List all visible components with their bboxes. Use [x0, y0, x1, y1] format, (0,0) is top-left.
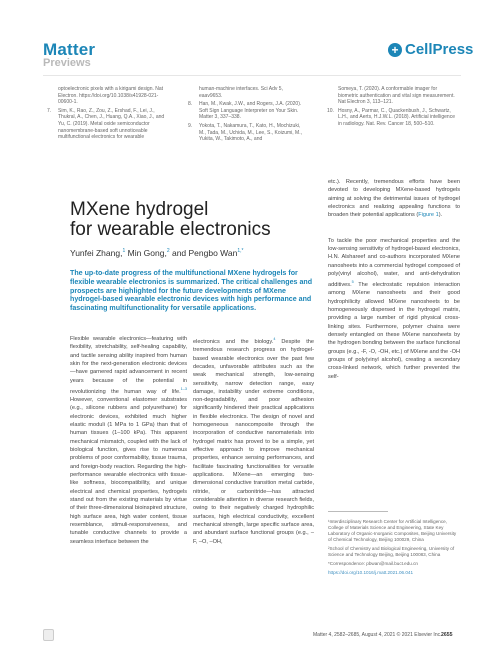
- reference-item: optoelectronic pixels with a kirigami design. Nat Electron. https://doi.org/10.1038/s41928-021-00600-1.: [58, 86, 164, 106]
- article-title: MXene hydrogel for wearable electronics: [70, 199, 271, 240]
- author-list: Yunfei Zhang,$^1$ Min Gong,$^2$ and Pengbo Wan$^{1,*}$: [70, 248, 244, 258]
- reference-item: 7. Sim, K., Rao, Z., Zou, Z., Ershad, F., Lei, J., Thukral, A., Chen, J., Huang, Q.A., Xiao, J., and Yu, C. (2019). Metal oxide semiconductor nanomembrane-based soft unnoticeable multifunctional electronics for wearable: [47, 107, 165, 141]
- abstract: The up-to-date progress of the multifunctional MXene hydrogels for flexible wearable electronics is summarized. The critical challenges and prospects are highlighted for the future developments of MXene hydrogel-based wearable electronic devices with high performance and fascinating multifunctionality for versatile applications.: [70, 269, 313, 313]
- footnotes: [328, 519, 460, 579]
- footer-citation: Matter 4, 2582–2685, August 4, 2021 © 2021 Elsevier Inc.: [313, 632, 442, 638]
- footnote-divider: [328, 511, 388, 512]
- reference-item: human-machine interfaces. Sci Adv 5, eaav9653.: [199, 86, 283, 99]
- body-column-3: etc.). Recently, tremendous efforts have been devoted to developing MXene-based hydrogels aiming at solving the detrimental issues of hydrogel electronics and realizing appealing functions to broaden their potential applications (Figure 1). To tackle the poor mechanical properties and the low-sensing sensitivity of hydrogel-based electronics, H.N. Alshareef and co-authors incorporated MXene nanosheets into a commercial hydrogel composed of poly(vinyl alcohol), water, and anti-dehydration additives.$^5$ The electrostatic repulsion interaction among MXene nanosheets and their good hydrophilicity allowed MXene nanosheets to be homogeneously dispersed in the hydrogel matrix, providing a large number of rigid physical cross-linking sites. Furthermore, polymer chains were densely entangled on these MXene nanosheets by the hydrogen bonding between the surface functional groups (e.g., -F, -O, -OH, etc.) of MXene and the -OH groups of poly(vinyl alcohol), creating a secondary cross-linked network, which further prevented the self-: [328, 179, 460, 380]
- check-for-updates-icon[interactable]: [43, 629, 54, 641]
- correspondence: *Correspondence: pbwan@mail.buct.edu.cn: [328, 561, 418, 566]
- section-label: Previews: [43, 57, 91, 69]
- figure-link[interactable]: Figure 1: [418, 212, 439, 219]
- reference-item: 8. Han, M., Kwak, J.W., and Rogers, J.A. (2020). Soft Sign Language Interpreter on Your Skin. Matter 3, 337–338.: [188, 101, 302, 121]
- reference-item: 10. Hosny, A., Parmar, C., Quackenbush, J., Schwartz, L.H., and Aerts, H.J.W.L. (2018). Artificial intelligence in radiology. Nat. Rev. Cancer 18, 500–510.: [327, 107, 455, 127]
- cellpress-plus-icon: +: [388, 43, 402, 57]
- affiliation-2: ²School of Chemistry and Biological Engineering, University of Science and Technology Beijing, Beijing 100083, China: [328, 546, 455, 557]
- body-column-1: Flexible wearable electronics—featuring with flexibility, stretchability, self-healing capability, and tactile sensing ability inspired from human skin for the next-generation electronic devices—have garnered rapid advancement in recent years because of the potential in revolutionizing the human way of life.$^{1-3}$ However, conventional elastomer substrates (e.g., silicone rubbers and polyurethane) for electronic devices, exhibited much higher elastic moduli (1 MPa to 1 GPa) than that of human tissues (1–100 kPa). This apparent mechanical mismatch, coupled with the lack of biological function, gives rise to numerous problems of poor conformability, tissue trauma, and foreign-body reaction. Regarding the high-performance wearable electronics with tissue-like softness, biocompatibility, and unique electrical and chemical properties, hydrogels stand out from the existing materials by virtue of their three-dimensional bioinspired structure, high surface area, high water content, tissue resemblance, stimuli-responsiveness, and tunable conductive channels to provide a seamless interface between the: [70, 336, 187, 545]
- references-column-3: [327, 86, 455, 130]
- reference-item: Someya, T. (2020). A conformable imager for biometric authentication and vital sign measurement. Nat Electron 3, 113–121.: [338, 86, 455, 106]
- doi-link[interactable]: https://doi.org/10.1016/j.matt.2021.06.041: [328, 570, 414, 575]
- page-number: 2655: [441, 632, 453, 638]
- reference-item: 9. Yokota, T., Nakamura, T., Kato, H., Mochizuki, M., Tada, M., Uchida, M., Lee, S., Koizumi, M., Yukita, W., Takimoto, A., and: [188, 122, 302, 143]
- body-column-2: electronics and the biology.$^4$ Despite the tremendous research progress on hydrogel-based wearable electronics over the past few decades, unfavorable attributes such as the weak mechanical strength, low-sensing sensitivity, narrow detection range, easy damage, instability under extreme conditions, non-degradability, and poor adhesion significantly hindered their practical applications in flexible electronics. The design of novel and homogeneous nanocomposite through the incorporation of conductive nanomaterials into hydrogel matrix has proved to be a simple, yet effective approach to improve mechanical properties, enhance sensing performances, and facilitate fascinating functionalities for versatile applications. MXene—an emerging two-dimensional conductive transition metal carbide, nitride, or carbonitride—has attracted considerable attention in diverse research fields, owing to their negatively charged hydrophilic surfaces, high electrical conductivity, excellent mechanical strength, large specific surface area, and abundant surface functional groups (e.g., –F, –O, –OH,: [193, 337, 314, 545]
- journal-name: Matter: [43, 40, 96, 59]
- references-column-2: [188, 86, 306, 145]
- publisher-logo: + CellPress: [388, 41, 473, 58]
- affiliation-1: ¹Interdisciplinary Research Center for Artificial Intelligence, College of Materials Science and Engineering, State Key Laboratory of Organic-Inorganic Composites, Beijing University of Chemical Technology, Beijing 100029, China: [328, 519, 457, 542]
- references-column-1: [47, 86, 165, 143]
- header-divider: [43, 75, 461, 76]
